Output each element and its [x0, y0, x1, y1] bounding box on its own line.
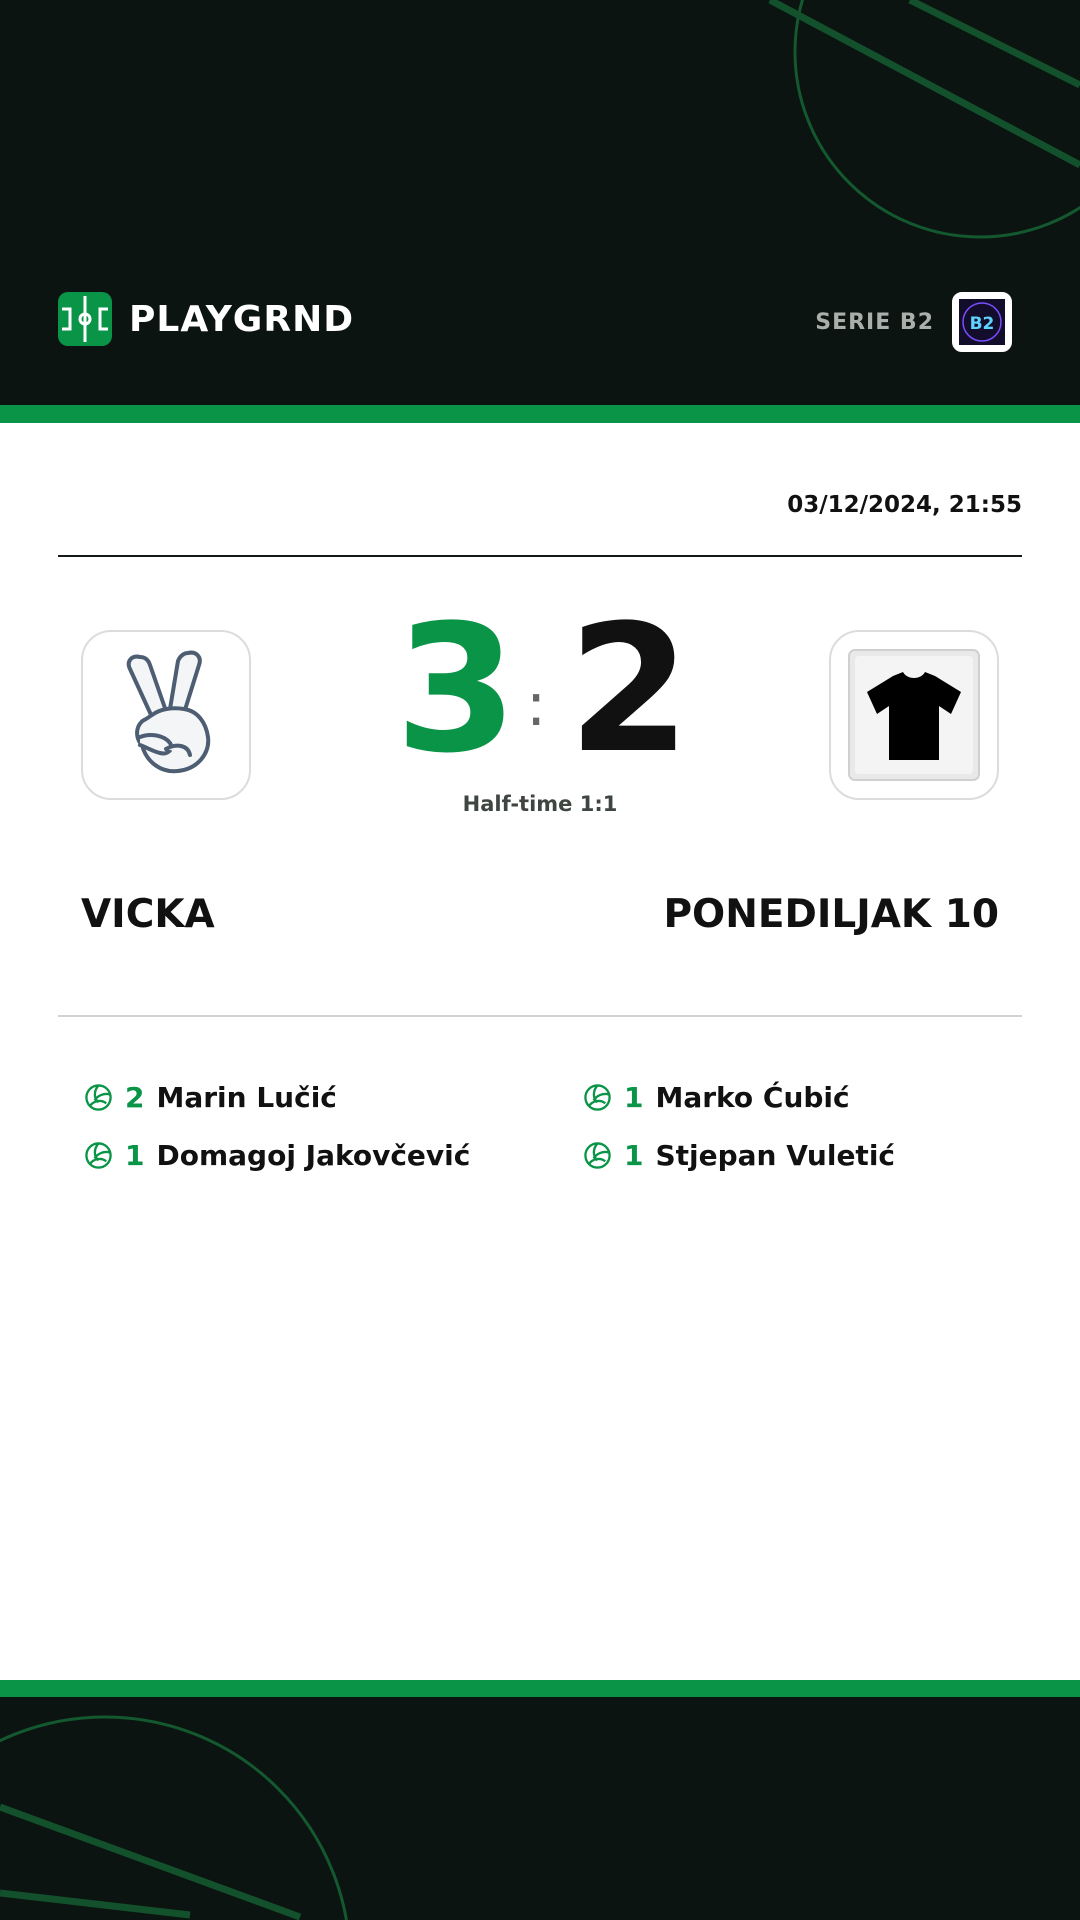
- away-scorers: [583, 1068, 895, 1184]
- away-team-logo: [829, 630, 999, 800]
- bottom-accent-bar: [0, 1680, 1080, 1698]
- scorer-row: [84, 1068, 470, 1126]
- goal-count: 1: [624, 1080, 644, 1114]
- home-scorers: [84, 1068, 470, 1184]
- goal-count: 1: [125, 1138, 145, 1172]
- victory-hand-icon: [106, 645, 226, 785]
- footer: [0, 1697, 1080, 1920]
- scorer-name: Marko Ćubić: [655, 1080, 850, 1114]
- scorer-name: Marin Lučić: [156, 1080, 337, 1114]
- scorer-row: [84, 1126, 470, 1184]
- league-name: SERIE B2: [815, 309, 934, 335]
- home-team-logo: [81, 630, 251, 800]
- football-pitch-icon: [58, 292, 112, 346]
- scorer-row: [583, 1126, 895, 1184]
- away-team-name: PONEDILJAK 10: [663, 892, 999, 937]
- top-accent-bar: [0, 405, 1080, 423]
- volleyball-icon: [84, 1141, 113, 1170]
- league-logo-text: B2: [969, 314, 995, 334]
- volleyball-icon: [583, 1141, 612, 1170]
- match-datetime: 03/12/2024, 21:55: [787, 492, 1022, 518]
- home-team-name: VICKA: [81, 892, 215, 937]
- brand: [58, 292, 354, 346]
- divider: [58, 555, 1022, 557]
- score-separator: :: [526, 670, 547, 740]
- header: [0, 0, 1080, 405]
- away-score: 2: [568, 587, 691, 792]
- goal-count: 1: [624, 1138, 644, 1172]
- scorer-row: [583, 1068, 895, 1126]
- scoreboard: [340, 587, 740, 792]
- volleyball-icon: [84, 1083, 113, 1112]
- black-jersey-icon: [847, 648, 981, 782]
- halftime-score: Half-time 1:1: [462, 792, 618, 816]
- scorer-name: Stjepan Vuletić: [655, 1138, 896, 1172]
- divider: [58, 1015, 1022, 1017]
- brand-name: PLAYGRND: [129, 298, 355, 340]
- league: [815, 292, 1012, 352]
- league-logo: [952, 292, 1012, 352]
- pitch-lines-decoration: [0, 1697, 1080, 1920]
- volleyball-icon: [583, 1083, 612, 1112]
- home-score: 3: [395, 587, 518, 792]
- goal-count: 2: [125, 1080, 145, 1114]
- scorer-name: Domagoj Jakovčević: [156, 1138, 471, 1172]
